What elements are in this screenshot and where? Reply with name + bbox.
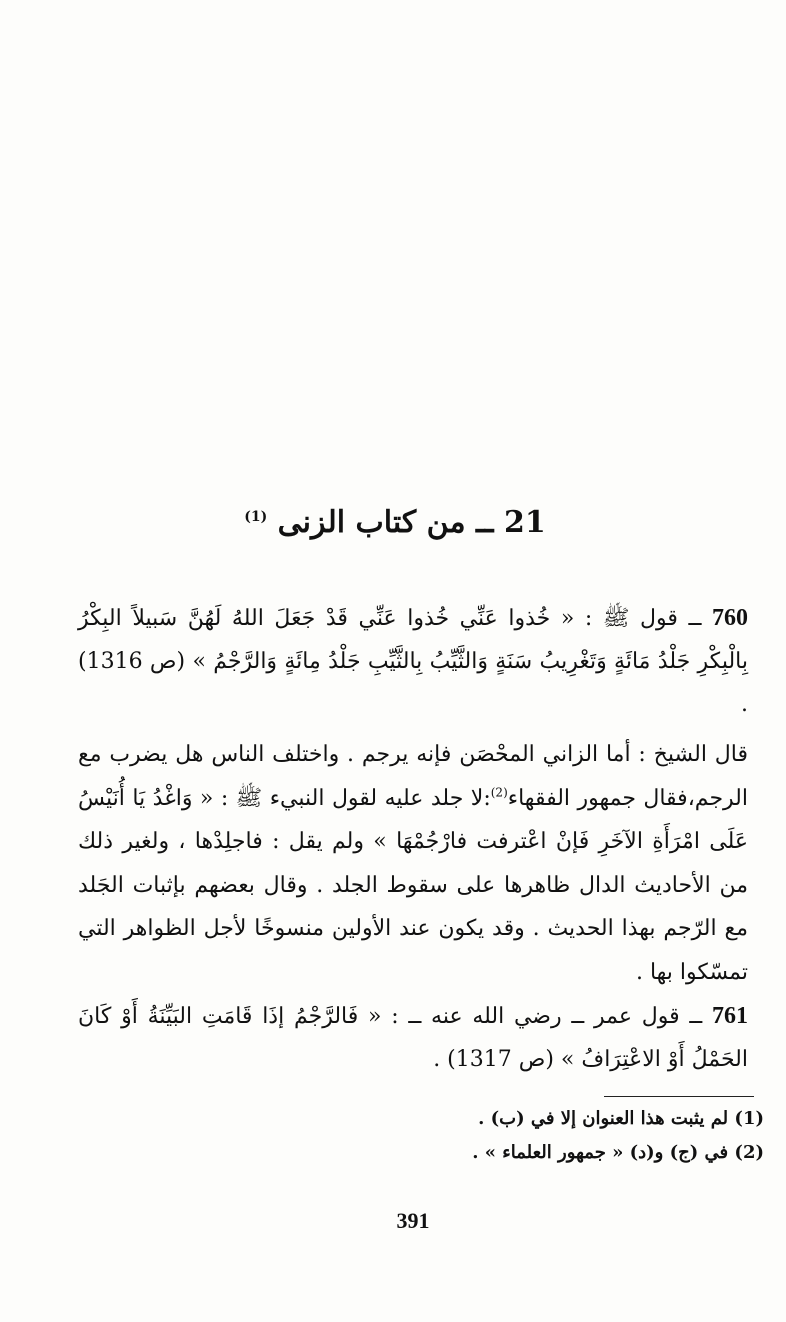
hadith-text: ــ قول ﷺ : « خُذوا عَنِّي خُذوا عَنِّي قَدْ جَعَلَ اللهُ لَهُنَّ سَبيلاً البِكْرُ بِالْبِكْرِ جَلْدُ مَائَةٍ وَتَغْرِيبُ سَنَةٍ وَالثَّيِّبُ بِالثَّيِّبِ جَلْدُ مِائَةٍ وَالرَّجْمُ » (ص 1316) .: [78, 606, 748, 717]
footnote-separator: [604, 1096, 754, 1097]
footnote-1: (1) لم يثبت هذا العنوان إلا في (ب) .: [478, 1108, 764, 1129]
hadith-paragraph-761: [78, 995, 748, 1081]
page-number: 391: [396, 1208, 430, 1233]
commentary-footnote-marker: (2): [490, 785, 508, 800]
hadith-number: 761: [712, 1003, 748, 1029]
footnote-2: (2) في (ج) و(د) « جمهور العلماء » .: [472, 1142, 764, 1163]
commentary-paragraph: [78, 733, 748, 994]
hadith-paragraph-760: [78, 597, 748, 726]
chapter-heading: [200, 505, 590, 540]
chapter-heading-text: 21 ــ من كتاب الزنى: [277, 505, 546, 540]
hadith-number: 760: [712, 605, 748, 631]
commentary-text-part2: :لا جلد عليه لقول النبيء ﷺ : « وَاغْدُ يَا أُنَيْسُ عَلَى امْرَأَةِ الآخَرِ فَإنْ اعْترفت فارْجُمْهَا » ولم يقل : فاجلِدْها ، ولغير ذلك من الأحاديث الدال ظاهرها على سقوط الجلد . وقال بعضهم بإثبات الجَلد مع الرّجم بهذا الحديث . وقد يكون عند الأولين منسوخًا لأجل الظواهر التي تمسّكوا بها .: [78, 785, 748, 985]
commentary-text-part1: قال الشيخ : أما الزاني المحْصَن فإنه يرجم . واختلف الناس هل يضرب مع الرجم،فقال جمهور الفقهاء: [78, 742, 748, 811]
heading-footnote-marker: (1): [244, 509, 268, 525]
hadith-text: ــ قول عمر ــ رضي الله عنه ــ : « فَالرَّجْمُ إذَا قَامَتِ البَيِّنَةُ أَوْ كَانَ الحَمْلُ أَوْ الاعْتِرَافُ » (ص 1317) .: [78, 1004, 748, 1072]
